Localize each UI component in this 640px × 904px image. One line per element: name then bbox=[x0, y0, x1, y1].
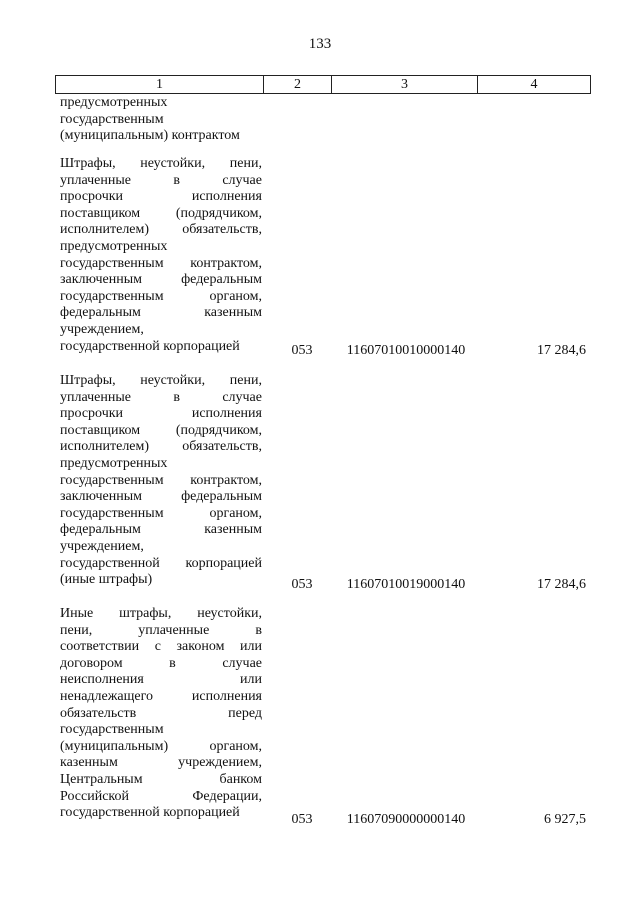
description-line: федеральным казенным bbox=[60, 522, 262, 538]
description-line: ненадлежащего исполнения bbox=[60, 688, 262, 704]
description-line: государственным bbox=[60, 111, 164, 127]
description-line: поставщиком (подрядчиком, bbox=[60, 205, 262, 221]
description-line: пени, уплаченные в bbox=[60, 622, 262, 638]
column-2-header: 2 bbox=[264, 76, 332, 94]
row-3-budget-code: 11607090000000140 bbox=[346, 812, 466, 827]
row-3-description bbox=[60, 606, 262, 822]
description-line: предусмотренных bbox=[60, 455, 168, 471]
column-4-header: 4 bbox=[478, 76, 591, 94]
description-line: уплаченные в случае bbox=[60, 172, 262, 188]
description-line: государственным органом, bbox=[60, 288, 262, 304]
description-line: учреждением, bbox=[60, 321, 144, 337]
description-line: Иные штрафы, неустойки, bbox=[60, 606, 262, 621]
row-1-admin-code: 053 bbox=[291, 343, 313, 358]
row-1-budget-code: 11607010010000140 bbox=[346, 343, 466, 358]
row-2-admin-code: 053 bbox=[291, 577, 313, 592]
description-line: уплаченные в случае bbox=[60, 389, 262, 405]
row-2-amount: 17 284,6 bbox=[537, 577, 586, 592]
row-3-admin-code: 053 bbox=[291, 812, 313, 827]
description-line: казенным учреждением, bbox=[60, 755, 262, 771]
table-header bbox=[55, 75, 591, 94]
description-line: Российской Федерации, bbox=[60, 788, 262, 804]
description-line: государственным контрактом, bbox=[60, 472, 262, 488]
description-line: просрочки исполнения bbox=[60, 406, 262, 422]
description-line: (иные штрафы) bbox=[60, 572, 153, 588]
table-header-row bbox=[56, 76, 591, 94]
description-line: предусмотренных bbox=[60, 238, 168, 254]
description-line: Штрафы, неустойки, пени, bbox=[60, 156, 262, 171]
description-line: заключенным федеральным bbox=[60, 272, 262, 288]
continuation-description bbox=[60, 95, 262, 145]
description-line: Центральным банком bbox=[60, 771, 262, 787]
description-line: федеральным казенным bbox=[60, 305, 262, 321]
column-3-header: 3 bbox=[332, 76, 478, 94]
description-line: договором в случае bbox=[60, 655, 262, 671]
description-line: учреждением, bbox=[60, 538, 144, 554]
description-line: заключенным федеральным bbox=[60, 489, 262, 505]
description-line: просрочки исполнения bbox=[60, 189, 262, 205]
description-line: исполнителем) обязательств, bbox=[60, 222, 262, 238]
description-line: (муниципальным) контрактом bbox=[60, 128, 240, 144]
description-line: государственной корпорацией bbox=[60, 338, 240, 354]
row-2-budget-code: 11607010019000140 bbox=[346, 577, 466, 592]
row-2-description bbox=[60, 373, 262, 589]
row-3-amount: 6 927,5 bbox=[544, 812, 586, 827]
description-line: Штрафы, неустойки, пени, bbox=[60, 373, 262, 388]
description-line: (муниципальным) органом, bbox=[60, 738, 262, 754]
description-line: исполнителем) обязательств, bbox=[60, 439, 262, 455]
page-number: 133 bbox=[308, 36, 332, 52]
description-line: поставщиком (подрядчиком, bbox=[60, 422, 262, 438]
description-line: государственным контрактом, bbox=[60, 255, 262, 271]
description-line: государственным органом, bbox=[60, 505, 262, 521]
description-line: неисполнения или bbox=[60, 672, 262, 688]
description-line: предусмотренных bbox=[60, 95, 168, 110]
description-line: соответствии с законом или bbox=[60, 639, 262, 655]
description-line: государственной корпорацией bbox=[60, 555, 262, 571]
row-1-amount: 17 284,6 bbox=[537, 343, 586, 358]
description-line: государственной корпорацией bbox=[60, 805, 240, 821]
row-1-description bbox=[60, 156, 262, 355]
description-line: государственным bbox=[60, 722, 164, 738]
column-1-header: 1 bbox=[56, 76, 264, 94]
description-line: обязательств перед bbox=[60, 705, 262, 721]
